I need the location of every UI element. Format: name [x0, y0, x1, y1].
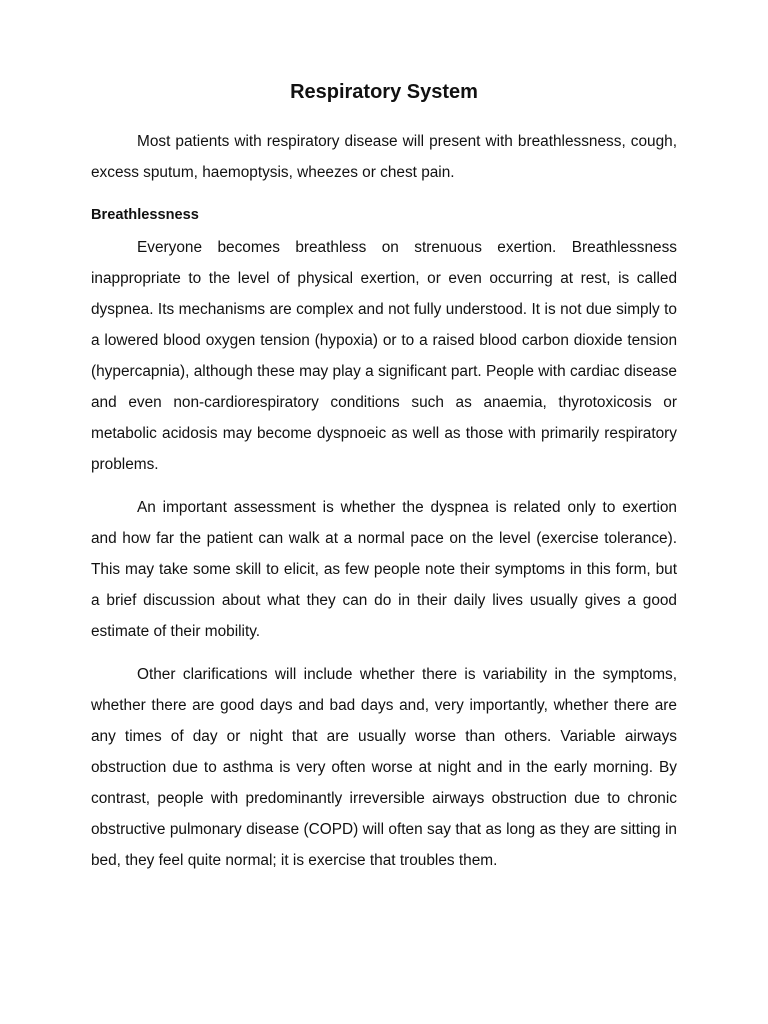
body-paragraph: An important assessment is whether the dyspnea is related only to exertion and how far the patient can walk at a normal pace on the level (exercise tolerance). This may take some skill to elicit, as few people note their symptoms in this form, but a brief discussion about what they can do in their daily lives usually gives a good estimate of their mobility. [91, 499, 677, 640]
body-paragraph: Everyone becomes breathless on strenuous exertion. Breathlessness inappropriate to the level of physical exertion, or even occurring at rest, is called dyspnea. Its mechanisms are complex and not fully understood. It is not due simply to a lowered blood oxygen tension (hypoxia) or to a raised blood carbon dioxide tension (hypercapnia), although these may play a significant part. People with cardiac disease and even non-cardiorespiratory conditions such as anaemia, thyrotoxicosis or metabolic acidosis may become dyspnoeic as well as those with primarily respiratory problems. [91, 239, 677, 473]
section-heading-breathlessness: Breathlessness [91, 207, 199, 223]
document-page [91, 78, 677, 876]
intro-paragraph: Most patients with respiratory disease will present with breathlessness, cough, excess sputum, haemoptysis, wheezes or chest pain. [91, 133, 677, 181]
page-title: Respiratory System [290, 81, 478, 103]
body-paragraph: Other clarifications will include whether there is variability in the symptoms, whether there are good days and bad days and, very importantly, whether there are any times of day or night that are usually worse than others. Variable airways obstruction due to asthma is very often worse at night and in the early morning. By contrast, people with predominantly irreversible airways obstruction due to chronic obstructive pulmonary disease (COPD) will often say that as long as they are sitting in bed, they feel quite normal; it is exercise that troubles them. [91, 666, 677, 869]
